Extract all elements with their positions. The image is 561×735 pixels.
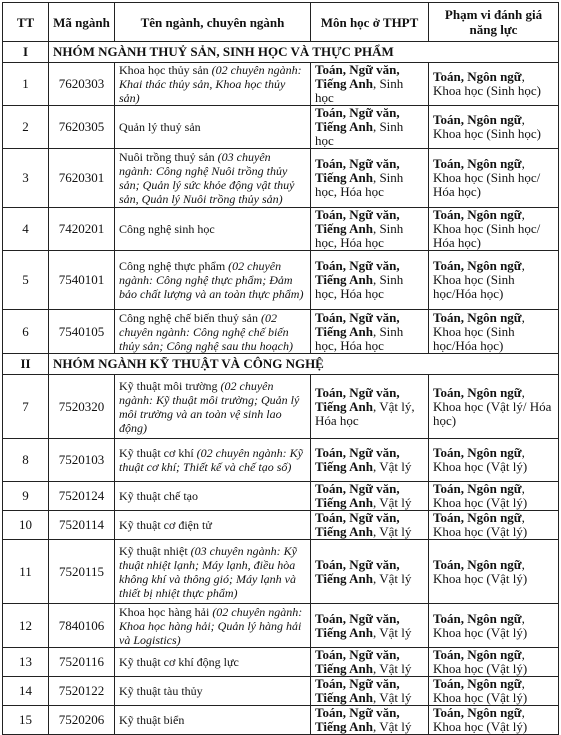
scope-core: Toán, Ngôn ngữ (433, 384, 522, 400)
major-name: Kỹ thuật tàu thủy (119, 684, 203, 698)
row-number: 9 (3, 482, 49, 511)
scope-cell (429, 310, 559, 354)
subjects-cell (311, 310, 429, 354)
subjects-core: Toán, Ngữ văn, Tiếng Anh (315, 445, 400, 474)
major-code: 7840106 (49, 604, 115, 648)
major-name: Khoa học hàng hải (119, 604, 210, 619)
major-name-cell (115, 208, 311, 251)
subjects-core: Toán, Ngữ văn, Tiếng Anh (315, 62, 400, 91)
subjects-cell (311, 375, 429, 439)
header-tt: TT (3, 3, 49, 42)
subjects-core: Toán, Ngữ văn, Tiếng Anh (315, 676, 400, 705)
scope-core: Toán, Ngôn ngữ (433, 510, 522, 525)
major-specializations: (02 chuyên ngành: Kỹ thuật môi trường; Quản lý môi trường và an toàn vệ sinh lao động) (119, 378, 300, 435)
major-specializations: (02 chuyên ngành: Công nghệ chế biến thủy sản; Công nghệ sau thu hoạch) (119, 310, 293, 353)
scope-extra: , Khoa học (Vật lý) (433, 647, 528, 676)
row-number: 12 (3, 604, 49, 648)
scope-cell (429, 511, 559, 540)
row-number: 6 (3, 310, 49, 354)
table-row (3, 604, 559, 648)
subjects-extra: , Sinh học, Hóa học (315, 323, 404, 353)
major-code: 7520114 (49, 511, 115, 540)
subjects-cell (311, 208, 429, 251)
subjects-cell (311, 439, 429, 482)
subjects-core: Toán, Ngữ văn, Tiếng Anh (315, 556, 400, 586)
group-row (3, 354, 559, 375)
scope-cell (429, 439, 559, 482)
scope-extra: , Khoa học (Sinh học/ Hóa học) (433, 156, 541, 199)
major-name-cell (115, 677, 311, 706)
table-row (3, 706, 559, 735)
major-name-cell (115, 310, 311, 354)
scope-core: Toán, Ngôn ngữ (433, 258, 522, 273)
subjects-core: Toán, Ngữ văn, Tiếng Anh (315, 647, 400, 676)
major-specializations: (03 chuyên ngành: Công nghệ Nuôi trồng thủy sản; Quản lý sức khỏe động vật thuỷ sản, Quản lý Nuôi trồng thủy sản) (119, 150, 295, 206)
major-name-cell (115, 251, 311, 310)
scope-cell (429, 63, 559, 106)
major-name: Kỹ thuật nhiệt (119, 543, 188, 558)
major-name-cell (115, 63, 311, 106)
major-code: 7620305 (49, 106, 115, 149)
major-code: 7520115 (49, 540, 115, 604)
subjects-cell (311, 540, 429, 604)
subjects-core: Toán, Ngữ văn, Tiếng Anh (315, 207, 400, 236)
subjects-extra: , Vật lý (372, 624, 412, 640)
major-name-cell (115, 648, 311, 677)
scope-cell (429, 106, 559, 149)
scope-extra: , Khoa học (Sinh học/ Hóa học) (433, 207, 541, 250)
subjects-extra: , Sinh học, Hóa học (315, 272, 404, 301)
scope-core: Toán, Ngôn ngữ (433, 556, 522, 572)
subjects-extra: , Vật lý (372, 661, 412, 676)
scope-extra: , Khoa học (Vật lý) (433, 445, 528, 474)
table-row (3, 251, 559, 310)
subjects-cell (311, 677, 429, 706)
scope-extra: , Khoa học (Sinh học/Hóa học) (433, 258, 525, 301)
scope-cell (429, 251, 559, 310)
major-code: 7520103 (49, 439, 115, 482)
table-row (3, 310, 559, 354)
major-name-cell (115, 540, 311, 604)
major-specializations: (02 chuyên ngành: Khoa học hàng hải; Quản lý hàng hải và Logistics) (119, 604, 303, 647)
major-name-cell (115, 375, 311, 439)
scope-core: Toán, Ngôn ngữ (433, 481, 522, 496)
table-body (3, 42, 559, 735)
row-number: 5 (3, 251, 49, 310)
major-name: Kỹ thuật cơ điện tử (119, 518, 212, 532)
header-name: Tên ngành, chuyên ngành (115, 3, 311, 42)
group-title: NHÓM NGÀNH KỸ THUẬT VÀ CÔNG NGHỆ (49, 354, 559, 375)
row-number: 15 (3, 706, 49, 735)
major-name-cell (115, 604, 311, 648)
scope-core: Toán, Ngôn ngữ (433, 610, 522, 626)
subjects-extra: , Vật lý (372, 570, 412, 586)
table-row (3, 482, 559, 511)
scope-core: Toán, Ngôn ngữ (433, 445, 522, 460)
scope-core: Toán, Ngôn ngữ (433, 112, 522, 127)
subjects-cell (311, 706, 429, 735)
table-row (3, 63, 559, 106)
major-name-cell (115, 439, 311, 482)
row-number: 11 (3, 540, 49, 604)
scope-cell (429, 482, 559, 511)
subjects-core: Toán, Ngữ văn, Tiếng Anh (315, 156, 400, 185)
major-name: Kỹ thuật biển (119, 713, 185, 727)
subjects-cell (311, 149, 429, 208)
scope-core: Toán, Ngôn ngữ (433, 676, 522, 691)
header-subjects: Môn học ở THPT (311, 3, 429, 42)
group-number: I (3, 42, 49, 63)
scope-extra: , Khoa học (Sinh học) (433, 69, 541, 98)
major-code: 7540101 (49, 251, 115, 310)
major-name-cell (115, 106, 311, 149)
subjects-extra: , Vật lý (372, 690, 412, 705)
subjects-core: Toán, Ngữ văn, Tiếng Anh (315, 258, 400, 287)
subjects-core: Toán, Ngữ văn, Tiếng Anh (315, 481, 400, 510)
row-number: 10 (3, 511, 49, 540)
scope-core: Toán, Ngôn ngữ (433, 69, 522, 84)
subjects-cell (311, 604, 429, 648)
major-code: 7520320 (49, 375, 115, 439)
table-row (3, 149, 559, 208)
scope-cell (429, 648, 559, 677)
major-code: 7420201 (49, 208, 115, 251)
major-name: Quản lý thuỷ sản (119, 120, 201, 134)
scope-cell (429, 677, 559, 706)
header-row (3, 3, 559, 42)
subjects-cell (311, 63, 429, 106)
major-name: Kỹ thuật môi trường (119, 378, 218, 393)
scope-core: Toán, Ngôn ngữ (433, 156, 522, 171)
subjects-cell (311, 511, 429, 540)
scope-cell (429, 604, 559, 648)
table-row (3, 677, 559, 706)
major-specializations: (02 chuyên ngành: Kỹ thuật cơ khí; Thiết kế và chế tạo số) (119, 446, 303, 474)
table-row (3, 439, 559, 482)
scope-cell (429, 149, 559, 208)
subjects-core: Toán, Ngữ văn, Tiếng Anh (315, 705, 400, 734)
table-row (3, 511, 559, 540)
major-name-cell (115, 149, 311, 208)
scope-cell (429, 208, 559, 251)
subjects-core: Toán, Ngữ văn, Tiếng Anh (315, 510, 400, 539)
subjects-extra: , Sinh học, Hóa học (315, 170, 404, 199)
row-number: 2 (3, 106, 49, 149)
table-row (3, 648, 559, 677)
table-row (3, 106, 559, 149)
subjects-extra: , Vật lý (372, 719, 412, 734)
row-number: 4 (3, 208, 49, 251)
subjects-core: Toán, Ngữ văn, Tiếng Anh (315, 105, 400, 134)
major-code: 7540105 (49, 310, 115, 354)
major-code: 7520122 (49, 677, 115, 706)
subjects-extra: , Sinh học, Hóa học (315, 221, 404, 250)
subjects-cell (311, 482, 429, 511)
subjects-cell (311, 251, 429, 310)
major-specializations: (02 chuyên ngành: Công nghệ thực phẩm; Đảm bảo chất lượng và an toàn thực phẩm) (119, 259, 304, 301)
scope-extra: , Khoa học (Vật lý) (433, 610, 528, 640)
scope-extra: , Khoa học (Vật lý) (433, 676, 528, 705)
major-name-cell (115, 482, 311, 511)
major-name: Công nghệ sinh học (119, 222, 215, 236)
subjects-extra: , Vật lý (372, 495, 412, 510)
header-scope: Phạm vi đánh giá năng lực (429, 3, 559, 42)
scope-extra: , Khoa học (Vật lý/ Hóa học) (433, 384, 552, 428)
major-name: Kỹ thuật chế tạo (119, 489, 198, 503)
table-row (3, 375, 559, 439)
table-row (3, 540, 559, 604)
major-name: Kỹ thuật cơ khí động lực (119, 655, 239, 669)
row-number: 3 (3, 149, 49, 208)
major-name: Nuôi trồng thuỷ sản (119, 150, 215, 164)
subjects-extra: , Vật lý, Hóa học (315, 398, 415, 428)
row-number: 8 (3, 439, 49, 482)
scope-extra: , Khoa học (Vật lý) (433, 556, 528, 586)
major-code: 7520206 (49, 706, 115, 735)
subjects-core: Toán, Ngữ văn, Tiếng Anh (315, 309, 400, 339)
major-name-cell (115, 511, 311, 540)
table-row (3, 208, 559, 251)
major-specializations: (02 chuyên ngành: Khai thác thủy sản, Khoa học thủy sản) (119, 63, 302, 105)
subjects-cell (311, 106, 429, 149)
scope-cell (429, 375, 559, 439)
subjects-extra: , Vật lý (372, 524, 412, 539)
scope-cell (429, 540, 559, 604)
header-code: Mã ngành (49, 3, 115, 42)
row-number: 14 (3, 677, 49, 706)
scope-cell (429, 706, 559, 735)
major-name-cell (115, 706, 311, 735)
scope-extra: , Khoa học (Sinh học/Hóa học) (433, 309, 525, 353)
scope-extra: , Khoa học (Sinh học) (433, 112, 541, 141)
row-number: 1 (3, 63, 49, 106)
scope-core: Toán, Ngôn ngữ (433, 647, 522, 662)
group-number: II (3, 354, 49, 375)
scope-core: Toán, Ngôn ngữ (433, 705, 522, 720)
major-name: Công nghệ thực phẩm (119, 259, 226, 273)
scope-extra: , Khoa học (Vật lý) (433, 705, 528, 734)
group-row (3, 42, 559, 63)
major-code: 7620301 (49, 149, 115, 208)
major-name: Công nghệ chế biến thuỷ sản (119, 310, 258, 325)
subjects-core: Toán, Ngữ văn, Tiếng Anh (315, 384, 400, 414)
major-name: Kỹ thuật cơ khí (119, 446, 194, 460)
subjects-extra: , Sinh học (315, 76, 404, 105)
major-specializations: (03 chuyên ngành: Kỹ thuật nhiệt lạnh; Máy lạnh, điều hòa không khí và thông gió; Máy lạnh và thiết bị nhiệt thực phẩm) (119, 543, 297, 600)
major-name: Khoa học thủy sản (119, 63, 209, 77)
scope-core: Toán, Ngôn ngữ (433, 207, 522, 222)
subjects-cell (311, 648, 429, 677)
scope-core: Toán, Ngôn ngữ (433, 309, 522, 325)
row-number: 13 (3, 648, 49, 677)
subjects-core: Toán, Ngữ văn, Tiếng Anh (315, 610, 400, 640)
subjects-extra: , Sinh học (315, 119, 404, 148)
scope-extra: , Khoa học (Vật lý) (433, 510, 528, 539)
subjects-extra: , Vật lý (372, 459, 412, 474)
major-code: 7520124 (49, 482, 115, 511)
majors-table (2, 2, 559, 735)
group-title: NHÓM NGÀNH THUỶ SẢN, SINH HỌC VÀ THỰC PHẨM (49, 42, 559, 63)
major-code: 7620303 (49, 63, 115, 106)
row-number: 7 (3, 375, 49, 439)
major-code: 7520116 (49, 648, 115, 677)
scope-extra: , Khoa học (Vật lý) (433, 481, 528, 510)
